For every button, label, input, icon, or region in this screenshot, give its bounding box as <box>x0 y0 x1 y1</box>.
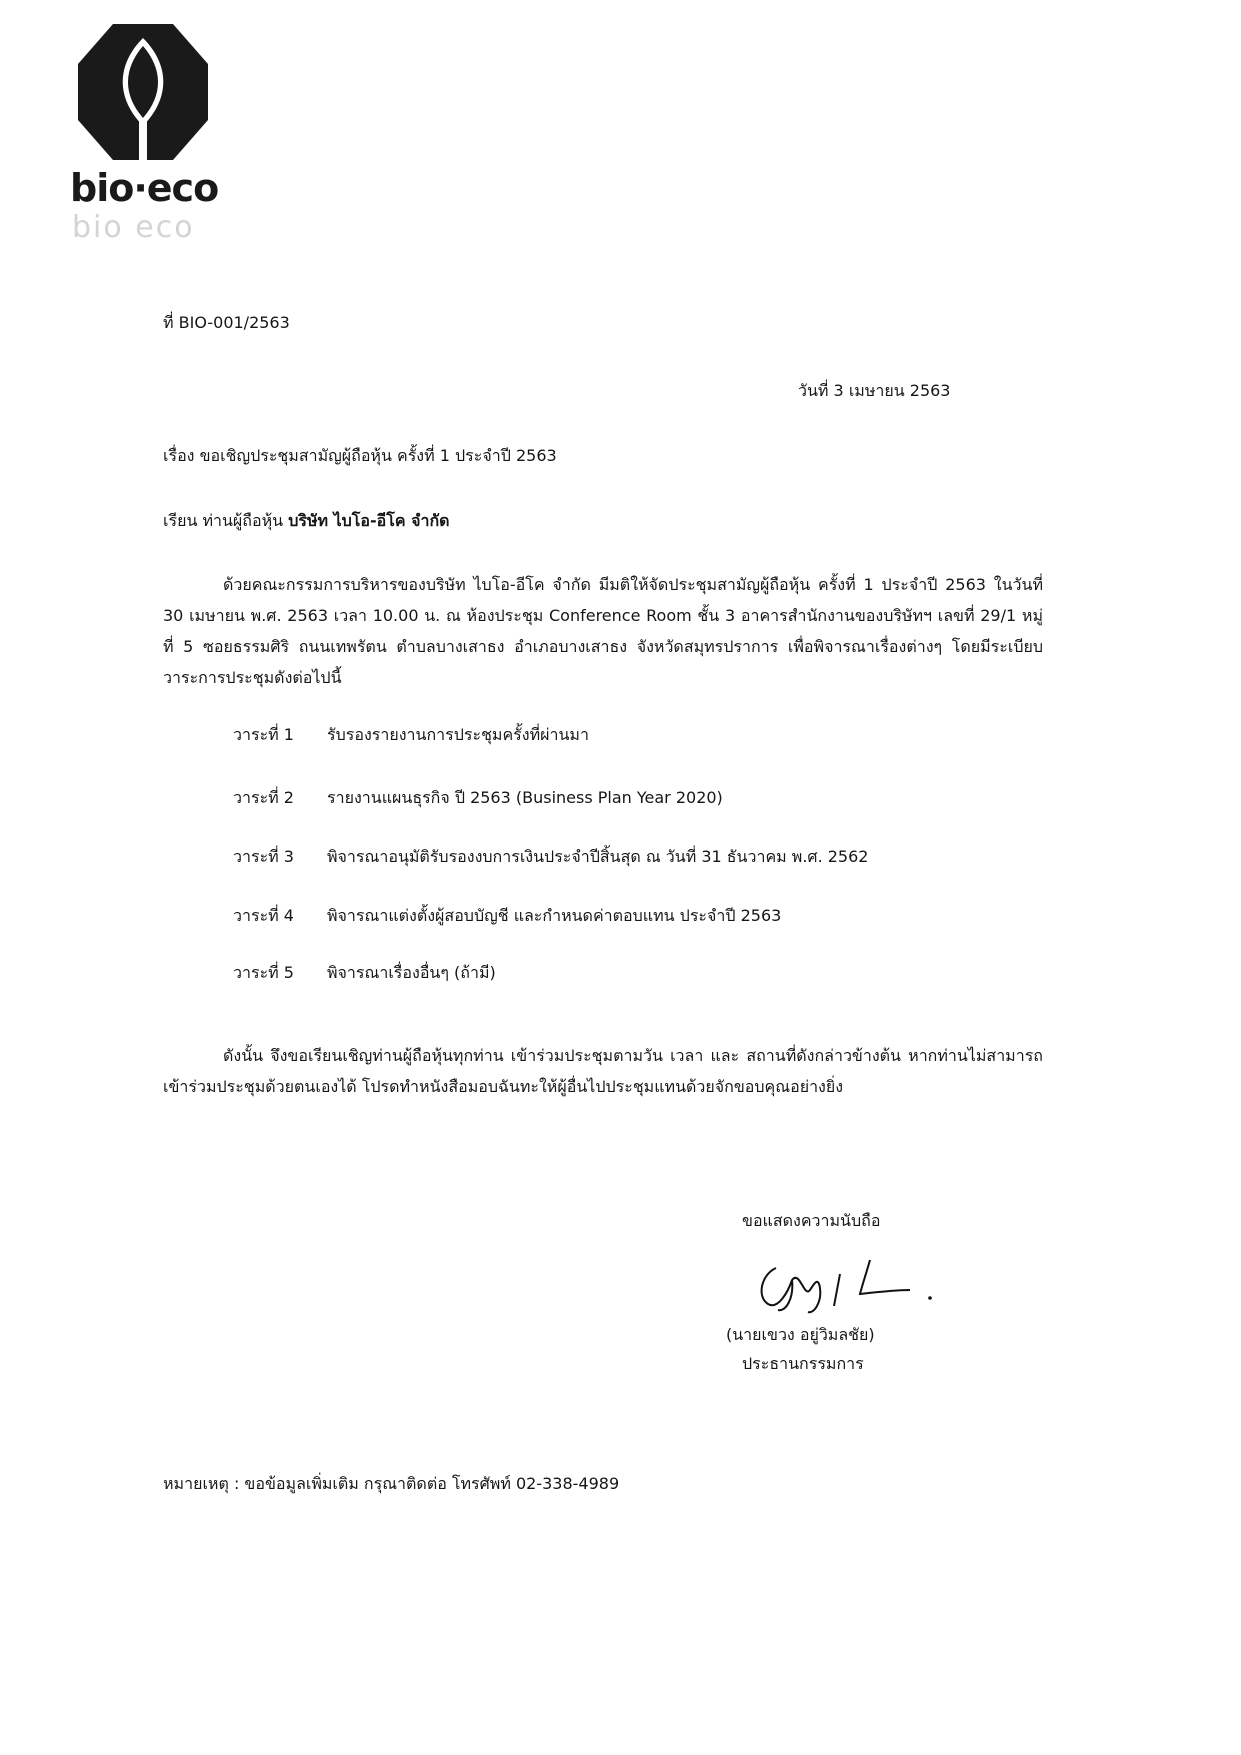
agenda-item <box>233 963 496 983</box>
agenda-item <box>233 906 781 926</box>
agenda-number: วาระที่ 3 <box>233 847 294 866</box>
agenda-number: วาระที่ 2 <box>233 788 294 807</box>
agenda-text: พิจารณาเรื่องอื่นๆ (ถ้ามี) <box>327 963 496 982</box>
agenda-text: พิจารณาอนุมัติรับรองงบการเงินประจำปีสิ้นสุด ณ วันที่ 31 ธันวาคม พ.ศ. 2562 <box>327 847 869 866</box>
closing-phrase: ขอแสดงความนับถือ <box>742 1211 881 1230</box>
logo-wordmark: bio·eco <box>70 166 219 210</box>
letter-date: วันที่ 3 เมษายน 2563 <box>798 381 951 400</box>
salutation <box>163 511 450 531</box>
agenda-number: วาระที่ 5 <box>233 963 294 982</box>
agenda-text: รายงานแผนธุรกิจ ปี 2563 (Business Plan Year 2020) <box>327 788 723 807</box>
agenda-text: พิจารณาแต่งตั้งผู้สอบบัญชี และกำหนดค่าตอบแทน ประจำปี 2563 <box>327 906 782 925</box>
signer-position: ประธานกรรมการ <box>742 1354 864 1373</box>
closing-paragraph: ดังนั้น จึงขอเรียนเชิญท่านผู้ถือหุ้นทุกท่าน เข้าร่วมประชุมตามวัน เวลา และ สถานที่ดังกล่าวข้างต้น หากท่านไม่สามารถเข้าร่วมประชุมด้วยตนเองได้ โปรดทำหนังสือมอบฉันทะให้ผู้อื่นไปประชุมแทนด้วยจักขอบคุณอย่างยิ่ง <box>163 1046 1043 1096</box>
agenda-item <box>233 788 723 808</box>
leaf-logo-icon <box>68 18 218 168</box>
reference-number: ที่ BIO-001/2563 <box>163 313 290 332</box>
letter-subject: เรื่อง ขอเชิญประชุมสามัญผู้ถือหุ้น ครั้งที่ 1 ประจำปี 2563 <box>163 446 557 465</box>
company-logo <box>68 18 228 248</box>
agenda-number: วาระที่ 1 <box>233 725 294 744</box>
agenda-item <box>233 725 589 745</box>
agenda-text: รับรองรายงานการประชุมครั้งที่ผ่านมา <box>327 725 589 744</box>
footnote: หมายเหตุ : ขอข้อมูลเพิ่มเติม กรุณาติดต่อ โทรศัพท์ 02-338-4989 <box>163 1474 620 1493</box>
salutation-prefix: เรียน ท่านผู้ถือหุ้น <box>163 511 284 530</box>
agenda-number: วาระที่ 4 <box>233 906 294 925</box>
salutation-company: บริษัท ไบโอ-อีโค จำกัด <box>288 511 450 530</box>
handwritten-signature <box>748 1240 948 1330</box>
signer-name: (นายเขวง อยู่วิมลชัย) <box>726 1325 875 1344</box>
invitation-paragraph: ด้วยคณะกรรมการบริหารของบริษัท ไบโอ-อีโค จำกัด มีมติให้จัดประชุมสามัญผู้ถือหุ้น ครั้งที่ 1 ประจำปี 2563 ในวันที่ 30 เมษายน พ.ศ. 2563 เวลา 10.00 น. ณ ห้องประชุม Conference Room ชั้น 3 อาคารสำนักงานของบริษัทฯ เลขที่ 29/1 หมู่ที่ 5 ซอยธรรมศิริ ถนนเทพรัตน ตำบลบางเสาธง อำเภอบางเสาธง จังหวัดสมุทรปราการ เพื่อพิจารณาเรื่องต่างๆ โดยมีระเบียบ วาระการประชุมดังต่อไปนี้ <box>163 575 1043 687</box>
agenda-item <box>233 847 868 867</box>
logo-wordmark-faint: bio eco <box>72 210 195 245</box>
